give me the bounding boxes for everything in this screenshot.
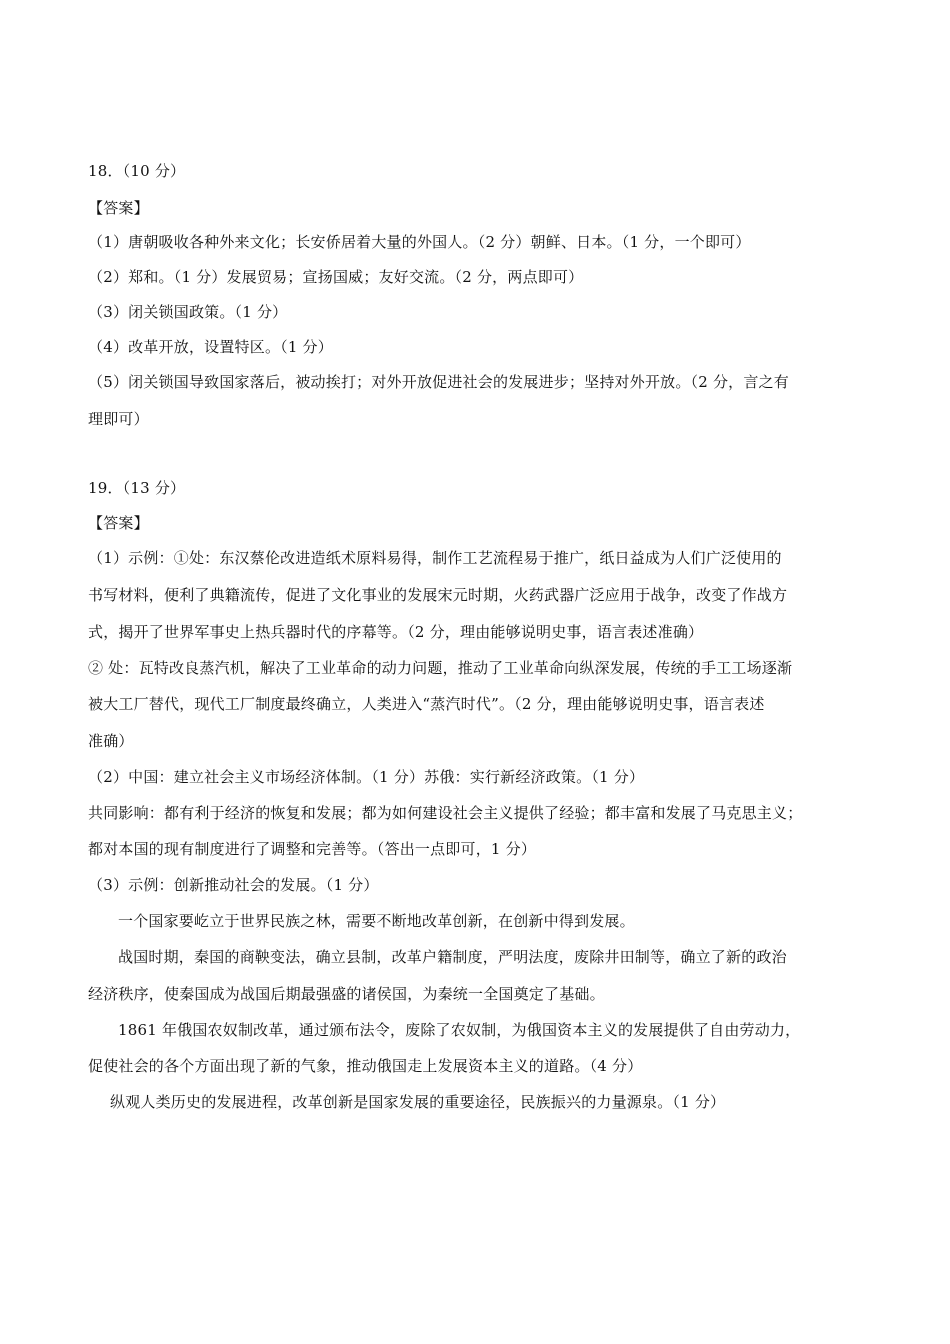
q19-line: 共同影响：都有利于经济的恢复和发展；都为如何建设社会主义提供了经验；都丰富和发展了马克思主义；	[88, 804, 803, 822]
q18-line: （1）唐朝吸收各种外来文化；长安侨居着大量的外国人。（2 分）朝鲜、日本。（1 分，一个即可）	[88, 233, 751, 251]
q19-line: 1861 年俄国农奴制改革，通过颁布法令，废除了农奴制，为俄国资本主义的发展提供了自由劳动力，	[118, 1021, 801, 1039]
q18-line: （3）闭关锁国政策。（1 分）	[88, 303, 288, 321]
q19-line: ② 处：瓦特改良蒸汽机，解决了工业革命的动力问题，推动了工业革命向纵深发展，传统的手工工场逐渐	[88, 659, 793, 677]
q19-answer-label: 【答案】	[88, 514, 149, 532]
q18-line: 理即可）	[88, 410, 149, 428]
q19-title: 19．（13 分）	[88, 479, 186, 497]
q19-line: 促使社会的各个方面出现了新的气象，推动俄国走上发展资本主义的道路。（4 分）	[88, 1057, 643, 1075]
q19-line: （3）示例：创新推动社会的发展。（1 分）	[88, 876, 379, 894]
q19-line: 式，揭开了世界军事史上热兵器时代的序幕等。（2 分，理由能够说明史事，语言表述准确）	[88, 623, 704, 641]
q19-line: 书写材料，便利了典籍流传，促进了文化事业的发展宋元时期，火药武器广泛应用于战争，改变了作战方	[88, 586, 788, 604]
q18-line: （5）闭关锁国导致国家落后，被动挨打；对外开放促进社会的发展进步；坚持对外开放。（2 分，言之有	[88, 373, 789, 391]
q19-line: 都对本国的现有制度进行了调整和完善等。（答出一点即可，1 分）	[88, 840, 537, 858]
q18-line: （2）郑和。（1 分）发展贸易；宣扬国威；友好交流。（2 分，两点即可）	[88, 268, 584, 286]
q19-line: 经济秩序，使秦国成为战国后期最强盛的诸侯国，为秦统一全国奠定了基础。	[88, 985, 605, 1003]
q19-line: 一个国家要屹立于世界民族之林，需要不断地改革创新，在创新中得到发展。	[118, 912, 635, 930]
q19-line: （1）示例：①处：东汉蔡伦改进造纸术原料易得，制作工艺流程易于推广，纸日益成为人们广泛使用的	[88, 549, 782, 567]
q18-answer-label: 【答案】	[88, 199, 149, 217]
q18-line: （4）改革开放，设置特区。（1 分）	[88, 338, 333, 356]
q19-line: （2）中国：建立社会主义市场经济体制。（1 分）苏俄：实行新经济政策。（1 分）	[88, 768, 645, 786]
q19-line: 被大工厂替代，现代工厂制度最终确立，人类进入“蒸汽时代”。（2 分，理由能够说明史事，语言表述	[88, 695, 765, 713]
q19-line: 准确）	[88, 732, 134, 750]
q19-line: 战国时期，秦国的商鞅变法，确立县制，改革户籍制度，严明法度，废除井田制等，确立了新的政治	[118, 948, 787, 966]
q19-line: 纵观人类历史的发展进程，改革创新是国家发展的重要途径，民族振兴的力量源泉。（1 分）	[110, 1093, 726, 1111]
q18-title: 18．（10 分）	[88, 162, 186, 180]
